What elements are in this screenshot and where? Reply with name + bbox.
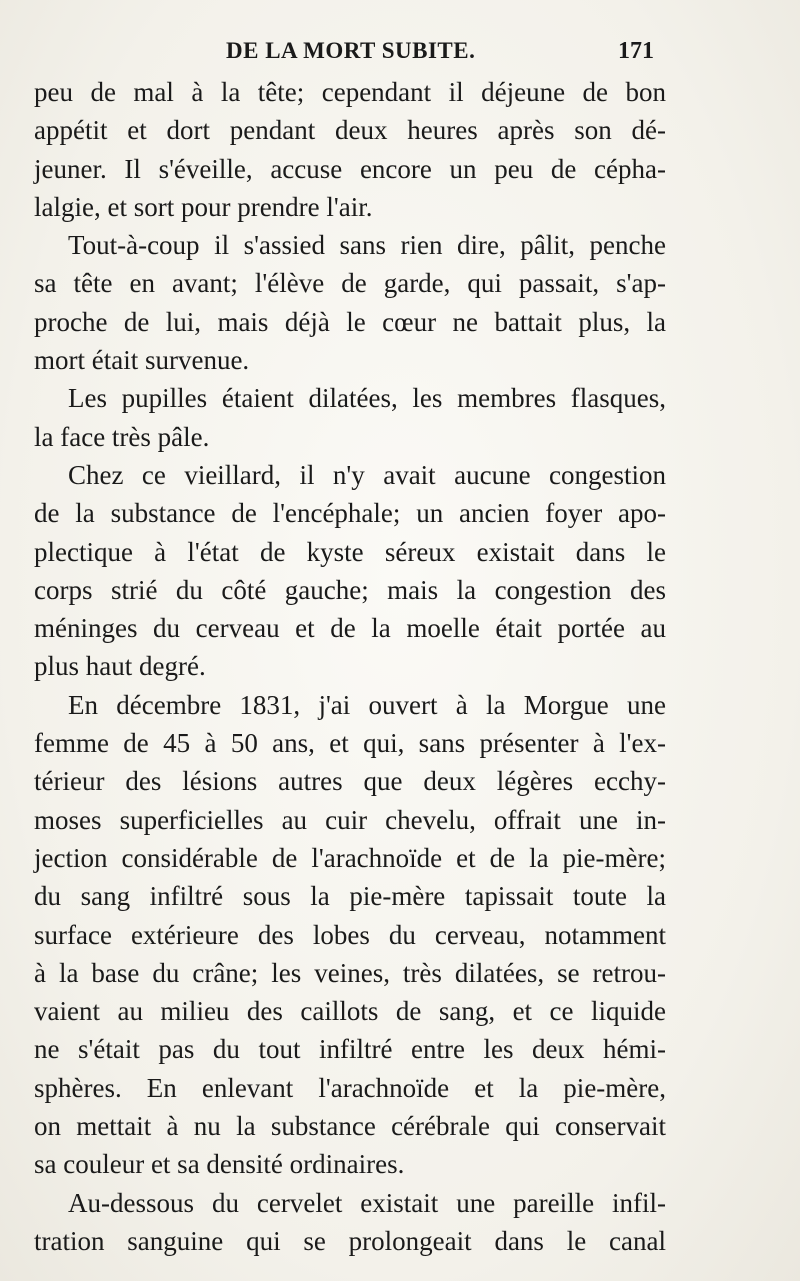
text-line: Les pupilles étaient dilatées, les membres flasques,: [68, 383, 666, 414]
running-head: [0, 34, 800, 74]
text-line: surface extérieure des lobes du cerveau, notamment: [34, 919, 666, 950]
text-line: corps strié du côté gauche; mais la congestion des: [34, 574, 666, 605]
running-title: DE LA MORT SUBITE.: [226, 38, 476, 63]
text-line: plus haut degré.: [34, 651, 206, 682]
text-line: de la substance de l'encéphale; un ancien foyer apo-: [34, 498, 666, 529]
text-line: lalgie, et sort pour prendre l'air.: [34, 191, 373, 222]
text-line: on mettait à nu la substance cérébrale qui conservait: [34, 1111, 666, 1142]
text-line: à la base du crâne; les veines, très dilatées, se retrou-: [34, 957, 666, 988]
text-line: En décembre 1831, j'ai ouvert à la Morgue une: [68, 689, 666, 720]
text-line: peu de mal à la tête; cependant il déjeune de bon: [34, 77, 666, 107]
text-line: plectique à l'état de kyste séreux existait dans le: [34, 536, 666, 567]
text-line: proche de lui, mais déjà le cœur ne battait plus, la: [34, 306, 666, 337]
text-line: appétit et dort pendant deux heures après son dé-: [34, 115, 666, 146]
text-line: Tout-à-coup il s'assied sans rien dire, pâlit, penche: [68, 230, 666, 261]
text-line: méninges du cerveau et de la moelle était portée au: [34, 613, 666, 644]
text-line: femme de 45 à 50 ans, et qui, sans présenter à l'ex-: [34, 728, 666, 759]
page-number: 171: [618, 38, 654, 64]
text-line: tration sanguine qui se prolongeait dans le canal: [34, 1225, 666, 1256]
text-line: sphères. En enlevant l'arachnoïde et la pie-mère,: [34, 1072, 666, 1103]
text-line: sa couleur et sa densité ordinaires.: [34, 1149, 405, 1180]
text-line: mort était survenue.: [34, 345, 250, 376]
text-line: ne s'était pas du tout infiltré entre les deux hémi-: [34, 1034, 666, 1065]
text-line: du sang infiltré sous la pie-mère tapissait toute la: [34, 881, 666, 912]
text-line: vaient au milieu des caillots de sang, et ce liquide: [34, 996, 666, 1027]
text-line: jection considérable de l'arachnoïde et de la pie-mère;: [34, 842, 666, 873]
text-line: la face très pâle.: [34, 421, 210, 452]
text-line: jeuner. Il s'éveille, accuse encore un peu de cépha-: [34, 153, 666, 184]
text-line: moses superficielles au cuir chevelu, offrait une in-: [34, 804, 666, 835]
text-line: térieur des lésions autres que deux légères ecchy-: [34, 766, 666, 797]
text-line: Chez ce vieillard, il n'y avait aucune congestion: [68, 459, 666, 490]
text-line: Au-dessous du cervelet existait une pareille infil-: [68, 1187, 666, 1218]
body-text: [34, 73, 666, 1260]
text-line: sa tête en avant; l'élève de garde, qui passait, s'ap-: [34, 268, 666, 299]
